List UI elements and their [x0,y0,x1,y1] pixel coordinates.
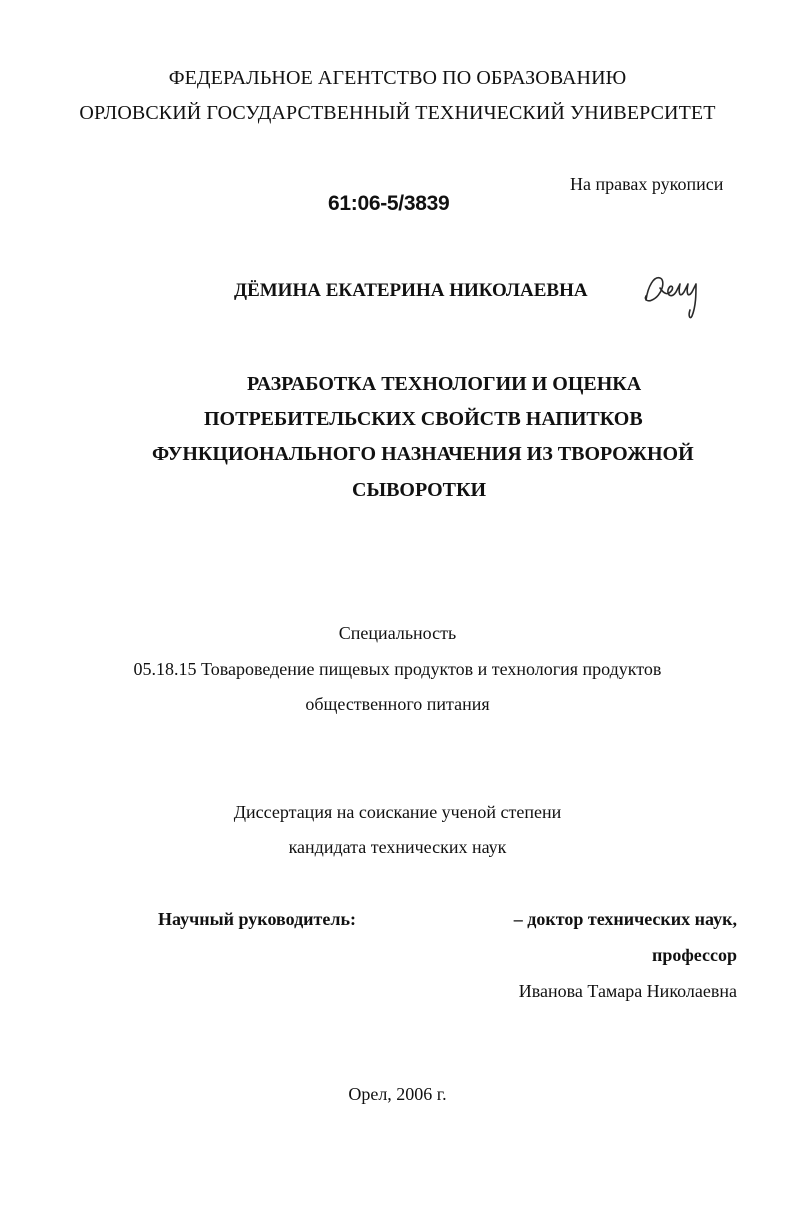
author-signature-image [640,266,710,322]
specialty-code-name: 05.18.15 Товароведение пищевых продуктов и технология продуктов [133,659,662,679]
specialty-code-name-cont: общественного питания [305,694,490,714]
place-and-year: Орел, 2006 г. [348,1084,447,1104]
supervisor-degree: – доктор технических наук, [513,909,737,929]
manuscript-note: На правах рукописи [570,174,724,194]
specialty-label: Специальность [338,623,457,643]
degree-line: кандидата технических наук [288,837,507,857]
catalog-number-stamp: 61:06-5/3839 [328,192,450,215]
supervisor-name: Иванова Тамара Николаевна [518,981,737,1001]
university-name: ОРЛОВСКИЙ ГОСУДАРСТВЕННЫЙ ТЕХНИЧЕСКИЙ УНИВЕРСИТЕТ [79,102,716,124]
agency-name: ФЕДЕРАЛЬНОЕ АГЕНТСТВО ПО ОБРАЗОВАНИЮ [168,67,627,89]
degree-line: Диссертация на соискание ученой степени [233,802,562,822]
thesis-title-line: ПОТРЕБИТЕЛЬСКИХ СВОЙСТВ НАПИТКОВ [204,408,643,430]
supervisor-label: Научный руководитель: [158,909,356,929]
thesis-title-line: СЫВОРОТКИ [352,479,487,501]
author-name: ДЁМИНА ЕКАТЕРИНА НИКОЛАЕВНА [234,280,588,301]
thesis-title-line: ФУНКЦИОНАЛЬНОГО НАЗНАЧЕНИЯ ИЗ ТВОРОЖНОЙ [152,443,694,465]
supervisor-rank: профессор [651,945,737,965]
thesis-title-line: РАЗРАБОТКА ТЕХНОЛОГИИ И ОЦЕНКА [247,373,642,395]
